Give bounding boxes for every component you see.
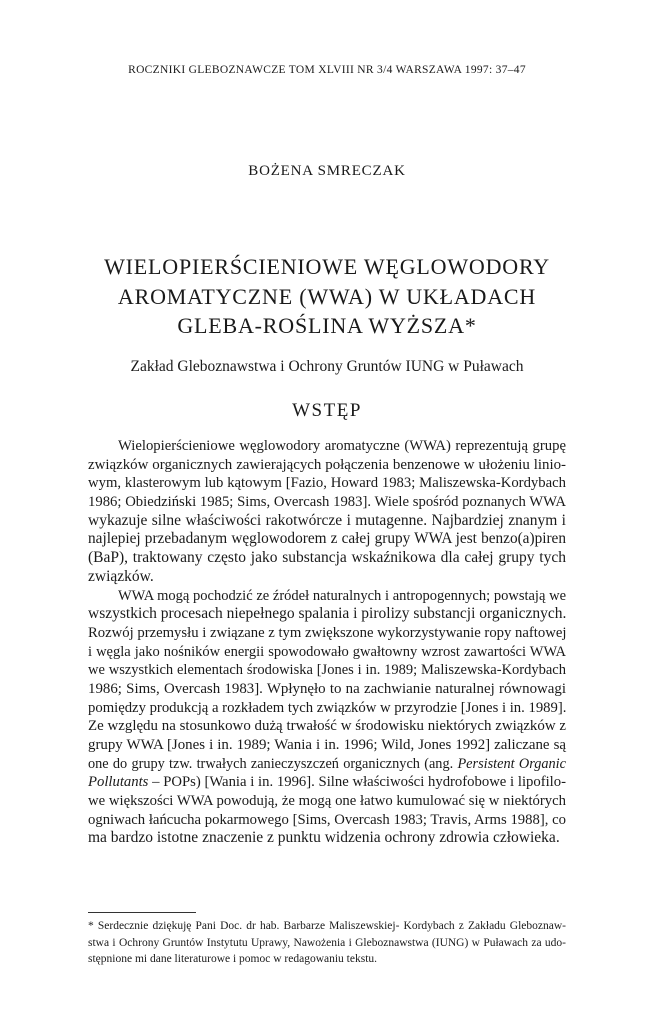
footnote-rule <box>88 912 196 913</box>
paragraph-2 <box>88 587 566 849</box>
text-line: i węgla jako nośników energii spowodowało gwałtowny wzrost zawartości WWA <box>88 643 566 660</box>
text-line: 1986; Sims, Overcash 1983]. Wpłynęło to na zachwianie naturalnej równowagi <box>88 680 566 697</box>
text-line <box>88 773 566 792</box>
running-head: ROCZNIKI GLEBOZNAWCZE TOM XLVIII NR 3/4 WARSZAWA 1997: 37–47 <box>128 64 526 76</box>
text-line: ogniwach łańcucha pokarmowego [Sims, Overcash 1983; Travis, Arms 1988], co <box>88 811 566 828</box>
italic-term: Persistent Organic <box>457 755 566 772</box>
footnote-line: stępnione mi dane literaturowe i pomoc w redagowaniu tekstu. <box>88 953 378 965</box>
text-line: związków. <box>88 567 154 585</box>
text-run: – POPs) [Wania i in. 1996]. Silne właściwości hydrofobowe i lipofilo- <box>148 774 566 791</box>
body-text <box>88 437 566 848</box>
text-line: związków organicznych zawierających połączenia benzenowe w ułożeniu linio- <box>88 456 566 473</box>
text-line: grupy WWA [Jones i in. 1989; Wania i in. 1996; Wild, Jones 1992] zaliczane są <box>88 737 566 753</box>
footnote <box>88 918 566 968</box>
section-heading: WSTĘP <box>292 400 362 421</box>
text-line <box>88 755 566 774</box>
text-line: Wielopierścieniowe węglowodory aromatyczne (WWA) reprezentują grupę <box>118 438 566 454</box>
text-line: (BaP), traktowany często jako substancja wskaźnikowa dla całej grupy tych <box>88 549 566 567</box>
text-line: wykazuje silne właściwości rakotwórcze i mutagenne. Najbardziej znanym i <box>88 511 566 529</box>
title-line: AROMATYCZNE (WWA) W UKŁADACH <box>117 283 537 309</box>
text-line: we wszystkich elementach środowiska [Jones i in. 1989; Maliszewska-Kordybach <box>88 662 566 679</box>
article-title <box>40 252 614 341</box>
footnote-line: stwa i Ochrony Gruntów Instytutu Uprawy, Nawożenia i Gleboznawstwa (IUNG) w Puławach za udo- <box>88 936 566 949</box>
text-line: WWA mogą pochodzić ze źródeł naturalnych i antropogennych; powstają we <box>118 587 566 604</box>
text-line: pomiędzy produkcją a rozkładem tych związków w przyrodzie [Jones i in. 1989]. <box>88 699 567 716</box>
paragraph-1 <box>88 437 566 587</box>
text-line: najlepiej przebadanym węglowodorem z całej grupy WWA jest benzo(a)piren <box>88 530 566 548</box>
text-line: wym, klasterowym lub kątowym [Fazio, Howard 1983; Maliszewska-Kordybach <box>88 475 566 492</box>
author: BOŻENA SMRECZAK <box>248 163 406 179</box>
footnote-line: * Serdecznie dziękuję Pani Doc. dr hab. Barbarze Maliszewskiej- Kordybach z Zakładu Gleboznaw- <box>88 920 566 932</box>
text-line: Rozwój przemysłu i związane z tym zwiększone wykorzystywanie ropy naftowej <box>88 624 567 641</box>
text-line: we większości WWA powodują, że mogą one łatwo kumulować się w niektórych <box>88 793 566 810</box>
title-line: GLEBA-ROŚLINA WYŻSZA* <box>177 313 477 338</box>
text-line: Ze względu na stosunkowo dużą trwałość w środowisku niektórych związków z <box>88 718 566 735</box>
text-line: 1986; Obiedziński 1985; Sims, Overcash 1983]. Wiele spośród poznanych WWA <box>88 494 566 511</box>
italic-term: Pollutants <box>88 774 149 791</box>
text-line: ma bardzo istotne znaczenie z punktu widzenia ochrony zdrowia człowieka. <box>88 829 560 847</box>
affiliation: Zakład Gleboznawstwa i Ochrony Gruntów IUNG w Puławach <box>130 358 524 375</box>
text-line: wszystkich procesach niepełnego spalania i pirolizy substancji organicznych. <box>88 605 567 623</box>
text-run: one do grupy tzw. trwałych zanieczyszczeń organicznych (ang. <box>88 755 458 772</box>
title-line: WIELOPIERŚCIENIOWE WĘGLOWODORY <box>104 254 550 279</box>
